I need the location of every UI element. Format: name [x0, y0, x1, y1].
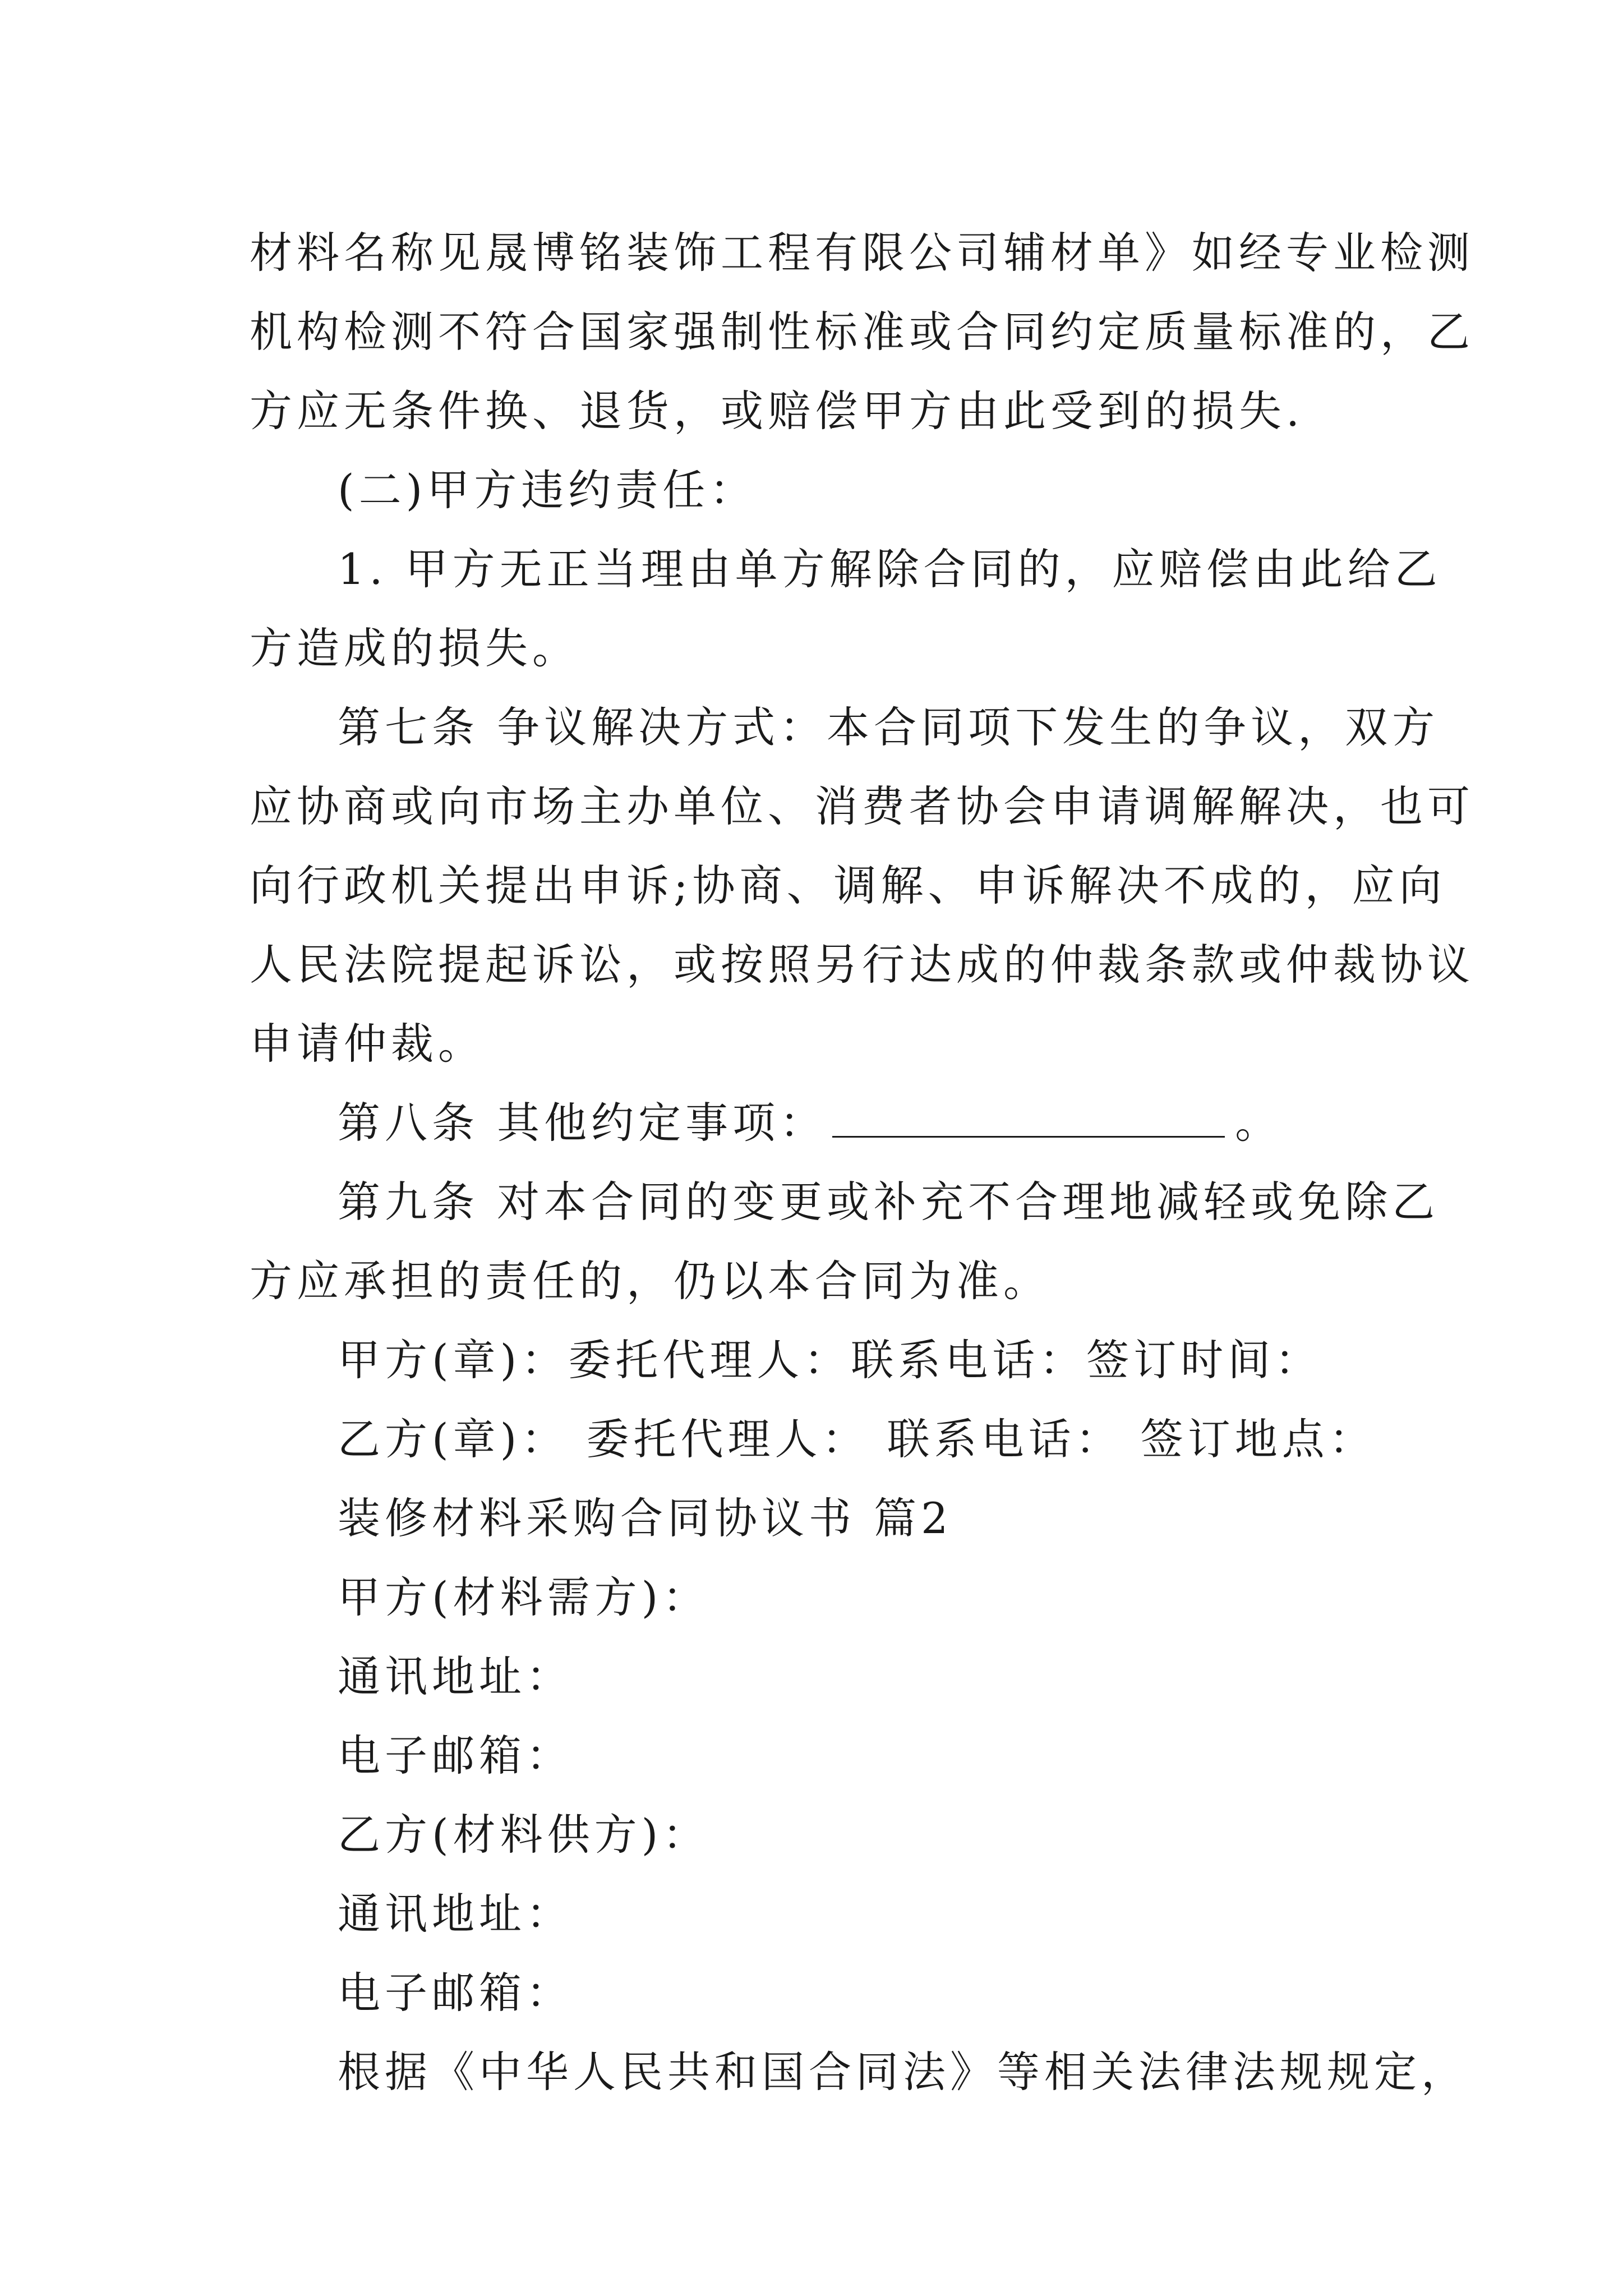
- section-heading: (二)甲方违约责任：: [338, 465, 757, 515]
- party-a-label: 甲方(材料需方)：: [338, 1572, 710, 1622]
- article-7-line: 第七条 争议解决方式：本合同项下发生的争议，双方: [338, 702, 1440, 752]
- paragraph-line: 应协商或向市场主办单位、消费者协会申请调解解决，也可: [250, 781, 1474, 831]
- paragraph-line: 向行政机关提出申诉;协商、调解、申诉解决不成的，应向: [250, 861, 1446, 910]
- paragraph-line: 1. 甲方无正当理由单方解除合同的，应赔偿由此给乙: [338, 544, 1442, 594]
- document-page: [250, 213, 1474, 2111]
- paragraph-line: 方应承担的责任的，仍以本合同为准。: [250, 1256, 1050, 1306]
- paragraph-line: 材料名称见晟博铭装饰工程有限公司辅材单》如经专业检测: [250, 228, 1474, 278]
- paragraph-line: 根据《中华人民共和国合同法》等相关法律法规规定，: [338, 2047, 1468, 2097]
- address-label: 通讯地址：: [338, 1651, 573, 1701]
- paragraph-line: 方应无条件换、退货，或赔偿甲方由此受到的损失.: [250, 386, 1304, 436]
- paragraph-line: 机构检测不符合国家强制性标准或合同约定质量标准的，乙: [250, 307, 1474, 357]
- paragraph-line: 方造成的损失。: [250, 623, 579, 673]
- article-8-label: 第八条 其他约定事项：: [338, 1098, 827, 1148]
- article-8-end: 。: [1235, 1098, 1283, 1148]
- party-a-signature-line: 甲方(章)：委托代理人：联系电话：签订时间：: [338, 1335, 1322, 1385]
- paragraph-line: 申请仲裁。: [250, 1019, 485, 1069]
- blank-fill-line: [832, 1102, 1225, 1138]
- section-title: 装修材料采购合同协议书 篇2: [338, 1493, 953, 1543]
- email-label: 电子邮箱：: [338, 1968, 573, 2018]
- paragraph-line: 人民法院提起诉讼，或按照另行达成的仲裁条款或仲裁协议: [250, 940, 1474, 990]
- article-9-line: 第九条 对本合同的变更或补充不合理地减轻或免除乙: [338, 1177, 1440, 1227]
- article-8-line: [250, 1083, 1377, 1162]
- email-label: 电子邮箱：: [338, 1731, 573, 1780]
- party-b-signature-line: 乙方(章)： 委托代理人： 联系电话： 签订地点：: [338, 1414, 1376, 1464]
- address-label: 通讯地址：: [338, 1889, 573, 1939]
- party-b-label: 乙方(材料供方)：: [338, 1810, 710, 1860]
